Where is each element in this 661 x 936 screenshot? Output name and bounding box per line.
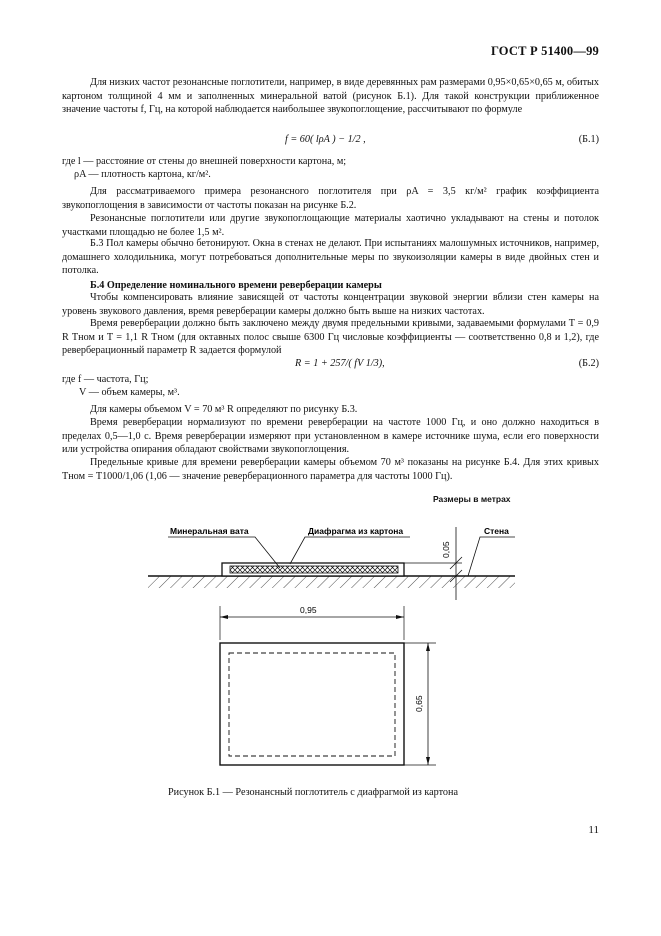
dim-height: 0,65 bbox=[414, 695, 424, 712]
formula-b2: R = 1 + 257/( fV 1/3), bbox=[295, 358, 385, 369]
section-b4-heading: Б.4 Определение номинального времени реверберации камеры bbox=[90, 280, 382, 291]
paragraph-example-absorber: Для рассматриваемого примера резонансного поглотителя при ρA = 3,5 кг/м² график коэффициента звукопоглощения в зависимости от частоты показан на рисунке Б.2. bbox=[62, 186, 599, 211]
dimensions-note: Размеры в метрах bbox=[433, 494, 511, 504]
mineral-wool-fill bbox=[230, 566, 398, 573]
label-mineral-wool: Минеральная вата bbox=[170, 526, 249, 536]
paragraph-low-frequency-absorbers: Для низких частот резонансные поглотители, например, в виде деревянных рам размерами 0,95×0,65×0,65 м, обитых картоном толщиной 4 мм и заполненных минеральной ватой (рисунок Б.1). Для такой конструкции приближенное значение частоты f, Гц, на которой наблюдается наибольшее звукопоглощение, рассчитывают по формуле bbox=[62, 77, 599, 116]
paragraph-absorber-placement: Резонансные поглотители или другие звукопоглощающие материалы хаотично укладывают на стены и потолок участками площадью не более 1,5 м². bbox=[62, 213, 599, 238]
dim-width: 0,95 bbox=[300, 605, 317, 615]
formula-b1: f = 60( lρA ) − 1/2 , bbox=[285, 134, 366, 145]
wall-hatching bbox=[148, 576, 515, 588]
paragraph-normalization: Время реверберации нормализуют по времени реверберации на частоте 1000 Гц, и оно должно находиться в пределах 0,5—1,0 с. Время реверберации измеряют при установленном в камере источнике шума, если его поверхности или устройства опирания обладают свойствами звукопоглощения. bbox=[62, 417, 599, 456]
where-f-definition: где f — частота, Гц; bbox=[62, 374, 149, 385]
formula-b2-number: (Б.2) bbox=[578, 358, 599, 369]
dim-depth: 0,05 bbox=[441, 541, 451, 558]
wall-leader bbox=[468, 537, 515, 576]
formula-b1-number: (Б.1) bbox=[578, 134, 599, 145]
where-l-definition: где l — расстояние от стены до внешней поверхности картона, м; bbox=[62, 156, 347, 167]
paragraph-compensation: Чтобы компенсировать влияние зависящей от частоты концентрации звуковой энергии вблизи стен камеры на уровень звукового давления, время реверберации камеры должно быть выше на низких частотах. bbox=[62, 292, 599, 317]
label-wall: Стена bbox=[484, 526, 509, 536]
absorber-plan-outer bbox=[220, 643, 404, 765]
where-rho-definition: ρA — плотность картона, кг/м². bbox=[74, 169, 211, 180]
paragraph-limit-curves: Предельные кривые для времени реверберации камеры объемом 70 м³ показаны на рисунке Б.4. Для этих кривых Tном = T1000/1,06 (1,06 — значение реверберационного параметра для частоты 1000 Гц). bbox=[62, 457, 599, 482]
paragraph-reverberation-limits: Время реверберации должно быть заключено между двумя предельными кривыми, задаваемыми формулами T = 0,9 R Tном и T = 1,1 R Tном (для октавных полос свыше 6300 Гц числовые коэффициенты — соответственно 0,8 и 1,2), где реверберационный параметр R задается формулой bbox=[62, 318, 599, 357]
diaphragm-leader bbox=[290, 537, 410, 564]
page-number: 11 bbox=[588, 824, 599, 836]
figure-caption: Рисунок Б.1 — Резонансный поглотитель с диафрагмой из картона bbox=[168, 787, 459, 798]
where-v-definition: V — объем камеры, м³. bbox=[79, 387, 180, 398]
paragraph-chamber-volume: Для камеры объемом V = 70 м³ R определяют по рисунку Б.3. bbox=[90, 404, 358, 415]
document-header: ГОСТ Р 51400—99 bbox=[490, 44, 599, 58]
label-diaphragm: Диафрагма из картона bbox=[308, 526, 404, 536]
paragraph-b3-floor: Б.3 Пол камеры обычно бетонируют. Окна в стенах не делают. При испытаниях малошумных источников, например, домашнего холодильника, могут потребоваться дополнительные меры по звукоизоляции камеры в виде двойных стен и потолка. bbox=[62, 238, 599, 277]
